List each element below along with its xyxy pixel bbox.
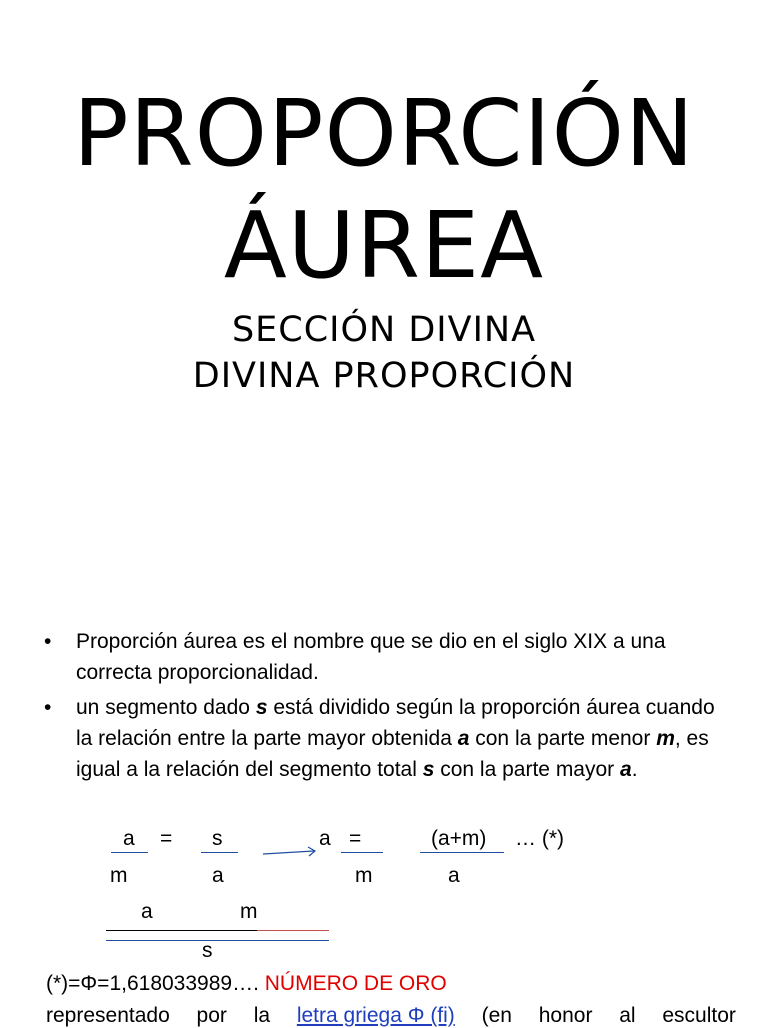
bullet-dot: • [44, 630, 52, 653]
fraction-bar [201, 852, 238, 853]
subtitle-line-2: DIVINA PROPORCIÓN [192, 356, 576, 396]
fraction-denominator-a2: a [448, 864, 460, 887]
main-title-line-1: PROPORCIÓN [73, 80, 695, 187]
segment-part-m [257, 930, 329, 931]
content-slide [0, 512, 768, 1027]
formula-reference: … (*) [515, 827, 564, 850]
subtitle-line-1: SECCIÓN DIVINA [231, 310, 537, 350]
bullet-dot: • [44, 696, 52, 719]
word: por [196, 1004, 227, 1027]
equals-sign: = [160, 827, 173, 850]
word: honor [538, 1004, 593, 1027]
arrow-right-icon [262, 846, 318, 858]
segment-label-s: s [202, 939, 213, 962]
segment-label-m: m [240, 900, 258, 923]
phi-value: (*)=Φ=1,618033989…. [46, 972, 259, 995]
word: representado [46, 1004, 170, 1027]
bullet-text: Proporción áurea es el nombre que se dio en el siglo XIX a una correcta proporcionalidad. [76, 630, 666, 684]
phi-value-line [46, 972, 736, 996]
fraction-bar [420, 852, 504, 853]
bullet-definition [44, 626, 734, 688]
fraction-denominator-m: m [110, 864, 128, 887]
golden-number-label: NÚMERO DE ORO [264, 972, 447, 995]
representation-line [46, 1004, 736, 1028]
fraction-bar [111, 852, 148, 853]
main-title-line-2: ÁUREA [223, 192, 545, 299]
fraction-denominator-a: a [212, 864, 224, 887]
bullet-segment-rule [44, 692, 734, 785]
fraction-numerator-s: s [212, 827, 223, 850]
word: escultor [662, 1004, 736, 1027]
fraction-denominator-m2: m [355, 864, 373, 887]
fraction-numerator-a2: a [319, 827, 331, 850]
segment-total-s [106, 940, 329, 941]
segment-part-a [106, 930, 257, 931]
equals-sign-2: = [349, 827, 362, 850]
segment-label-a: a [141, 900, 153, 923]
word: la [253, 1004, 271, 1027]
fraction-numerator-a: a [123, 827, 135, 850]
word: al [619, 1004, 636, 1027]
greek-letter-phi-link[interactable]: letra griega Φ (fi) [296, 1004, 455, 1027]
bullet-text: un segmento dado s está dividido según la proporción áurea cuando la relación entre la parte mayor obtenida a con la parte menor m, es igual a la relación del segmento total s con la parte mayor a. [76, 696, 715, 781]
fraction-numerator-a-plus-m: (a+m) [431, 827, 487, 850]
fraction-bar [341, 852, 383, 853]
word: (en [481, 1004, 512, 1027]
title-slide [0, 0, 768, 512]
